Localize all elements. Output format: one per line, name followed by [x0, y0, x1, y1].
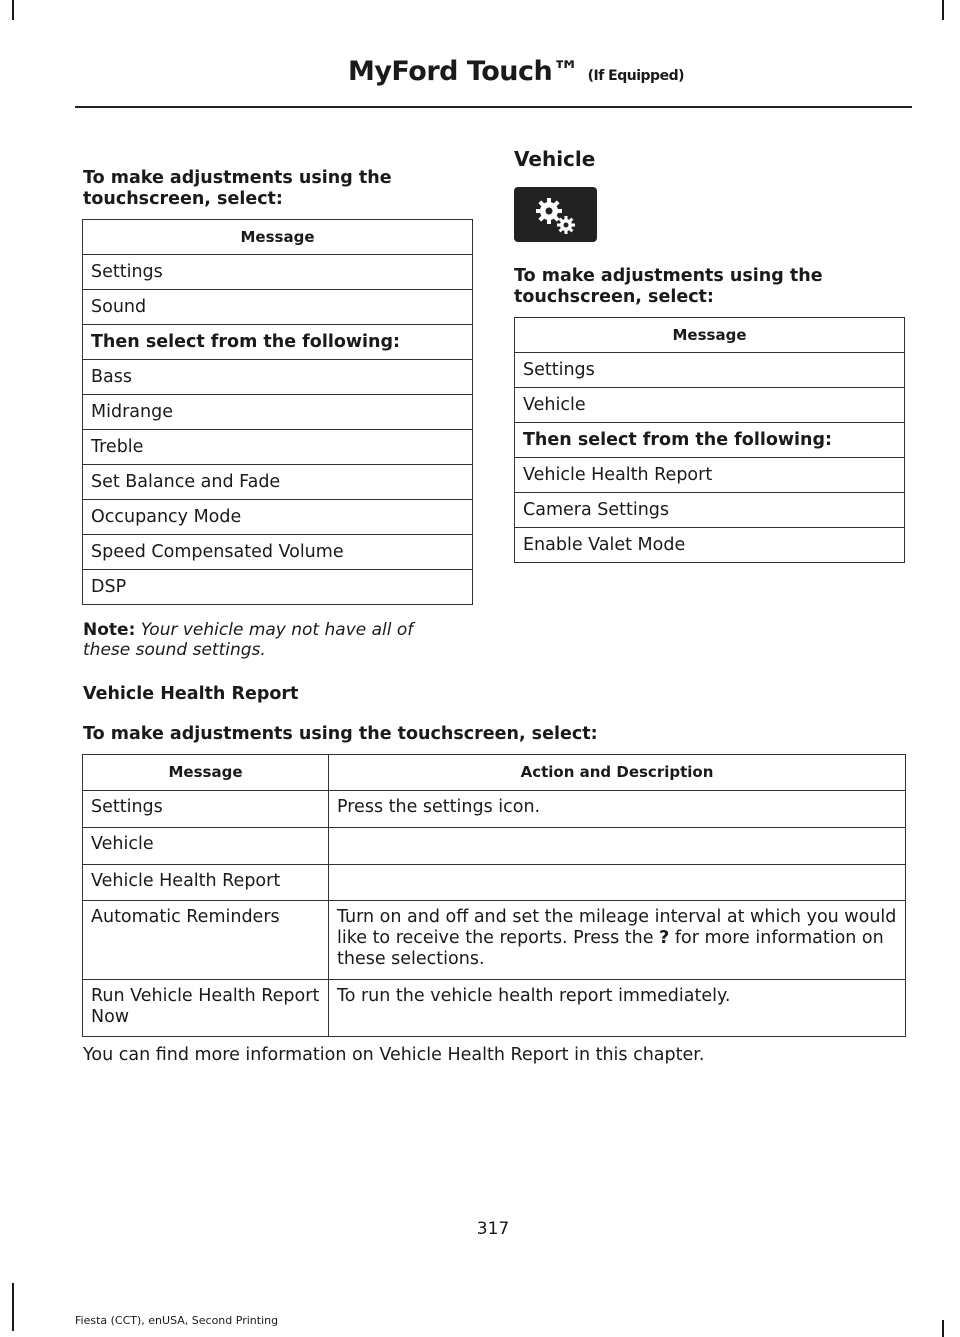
table-row: Camera Settings	[515, 493, 905, 528]
table-cell-message: Vehicle	[83, 828, 329, 865]
vhr-table	[82, 754, 906, 1037]
vhr-section-title: Vehicle Health Report	[83, 684, 299, 704]
page-header-title	[348, 56, 684, 87]
page-footer: Fiesta (CCT), enUSA, Second Printing	[75, 1314, 279, 1327]
vhr-heading: To make adjustments using the touchscreen, select:	[83, 724, 598, 744]
table-cell-action: Press the settings icon.	[329, 791, 906, 828]
crop-mark	[942, 1320, 944, 1337]
vehicle-settings-table	[514, 317, 905, 563]
table-header-message: Message	[83, 755, 329, 791]
table-row: DSP	[83, 570, 473, 605]
table-row: Vehicle	[515, 388, 905, 423]
table-row: Occupancy Mode	[83, 500, 473, 535]
table-row: Set Balance and Fade	[83, 465, 473, 500]
sound-settings-table	[82, 219, 473, 605]
help-symbol: ?	[659, 928, 670, 948]
table-cell-action	[329, 865, 906, 901]
table-cell-action	[329, 828, 906, 865]
table-cell-message: Run Vehicle Health Report Now	[83, 980, 329, 1037]
table-row: Then select from the following:	[83, 325, 473, 360]
table-header: Message	[83, 220, 473, 255]
action-text: Turn on and off and set the mileage interval at which you would like to receive the reports. Press the	[337, 907, 897, 948]
table-row: Treble	[83, 430, 473, 465]
settings-gears-icon	[514, 187, 597, 242]
vhr-footer-text: You can find more information on Vehicle Health Report in this chapter.	[83, 1045, 705, 1065]
right-heading: To make adjustments using the touchscreen, select:	[514, 266, 823, 307]
table-row: Midrange	[83, 395, 473, 430]
table-cell-message: Vehicle Health Report	[83, 865, 329, 901]
table-row: Speed Compensated Volume	[83, 535, 473, 570]
table-row: Settings	[83, 255, 473, 290]
table-cell-action: To run the vehicle health report immediately.	[329, 980, 906, 1037]
note-label: Note:	[83, 620, 136, 640]
page-number: 317	[476, 1219, 510, 1239]
header-divider	[75, 106, 912, 108]
vehicle-section-title: Vehicle	[514, 147, 596, 171]
table-row: Bass	[83, 360, 473, 395]
note-text: Your vehicle may not have all of these sound settings.	[83, 620, 414, 660]
crop-mark	[942, 0, 944, 20]
table-cell-action	[329, 901, 906, 980]
table-row: Enable Valet Mode	[515, 528, 905, 563]
table-row: Vehicle Health Report	[515, 458, 905, 493]
crop-mark	[12, 1283, 14, 1331]
table-cell-message: Settings	[83, 791, 329, 828]
table-cell-message: Automatic Reminders	[83, 901, 329, 980]
action-text: for more information on these selections.	[337, 928, 884, 969]
table-row: Then select from the following:	[515, 423, 905, 458]
crop-mark	[12, 0, 14, 20]
table-header-action: Action and Description	[329, 755, 906, 791]
table-header: Message	[515, 318, 905, 353]
header-title-suffix: (If Equipped)	[587, 68, 684, 84]
table-row: Settings	[515, 353, 905, 388]
left-heading: To make adjustments using the touchscreen, select:	[83, 168, 392, 209]
table-row: Sound	[83, 290, 473, 325]
header-title-main: MyFord Touch™	[347, 56, 579, 87]
note	[83, 620, 463, 660]
